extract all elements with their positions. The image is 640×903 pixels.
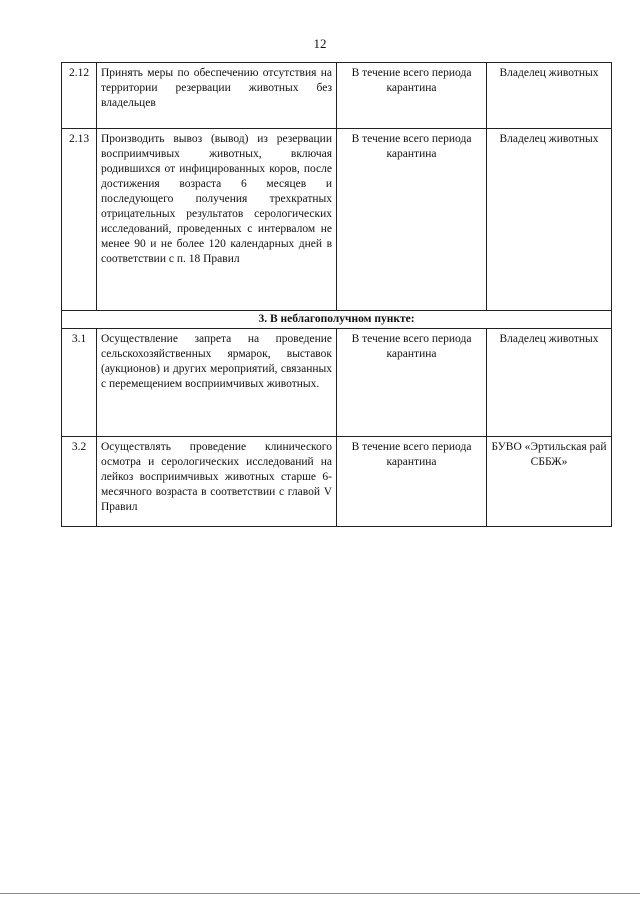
measure-term: В течение всего периода карантина — [337, 437, 487, 527]
measure-responsible: Владелец животных — [487, 129, 612, 311]
table-row — [62, 129, 612, 311]
section-header-row — [62, 311, 612, 329]
table-row — [62, 437, 612, 527]
measure-term: В течение всего периода карантина — [337, 63, 487, 129]
table-row — [62, 63, 612, 129]
measure-responsible: Владелец животных — [487, 329, 612, 437]
scan-edge-line — [0, 893, 640, 894]
row-number: 3.1 — [62, 329, 97, 437]
table-row — [62, 329, 612, 437]
section-title: 3. В неблагополучном пункте: — [62, 311, 612, 329]
measure-description: Осуществление запрета на проведение сельскохозяйственных ярмарок, выставок (аукционов) и других мероприятий, связанных с перемещением восприимчивых животных. — [97, 329, 337, 437]
measure-description: Осуществлять проведение клинического осмотра и серологических исследований на лейкоз восприимчивых животных старше 6-месячного возраста в соответствии с главой V Правил — [97, 437, 337, 527]
measures-table — [61, 62, 612, 527]
row-number: 2.13 — [62, 129, 97, 311]
page-number: 12 — [313, 36, 327, 51]
row-number: 2.12 — [62, 63, 97, 129]
row-number: 3.2 — [62, 437, 97, 527]
measure-responsible: БУВО «Эртильская рай СББЖ» — [487, 437, 612, 527]
measure-term: В течение всего периода карантина — [337, 329, 487, 437]
measure-description: Принять меры по обеспечению отсутствия на территории резервации животных без владельцев — [97, 63, 337, 129]
measure-term: В течение всего периода карантина — [337, 129, 487, 311]
measure-description: Производить вывоз (вывод) из резервации восприимчивых животных, включая родившихся от инфицированных коров, после достижения возраста 6 месяцев и последующего получения трехкратных отрицательных результатов серологических исследований, проведенных с интервалом не менее 90 и не более 120 календарных дней в соответствии с п. 18 Правил — [97, 129, 337, 311]
measure-responsible: Владелец животных — [487, 63, 612, 129]
